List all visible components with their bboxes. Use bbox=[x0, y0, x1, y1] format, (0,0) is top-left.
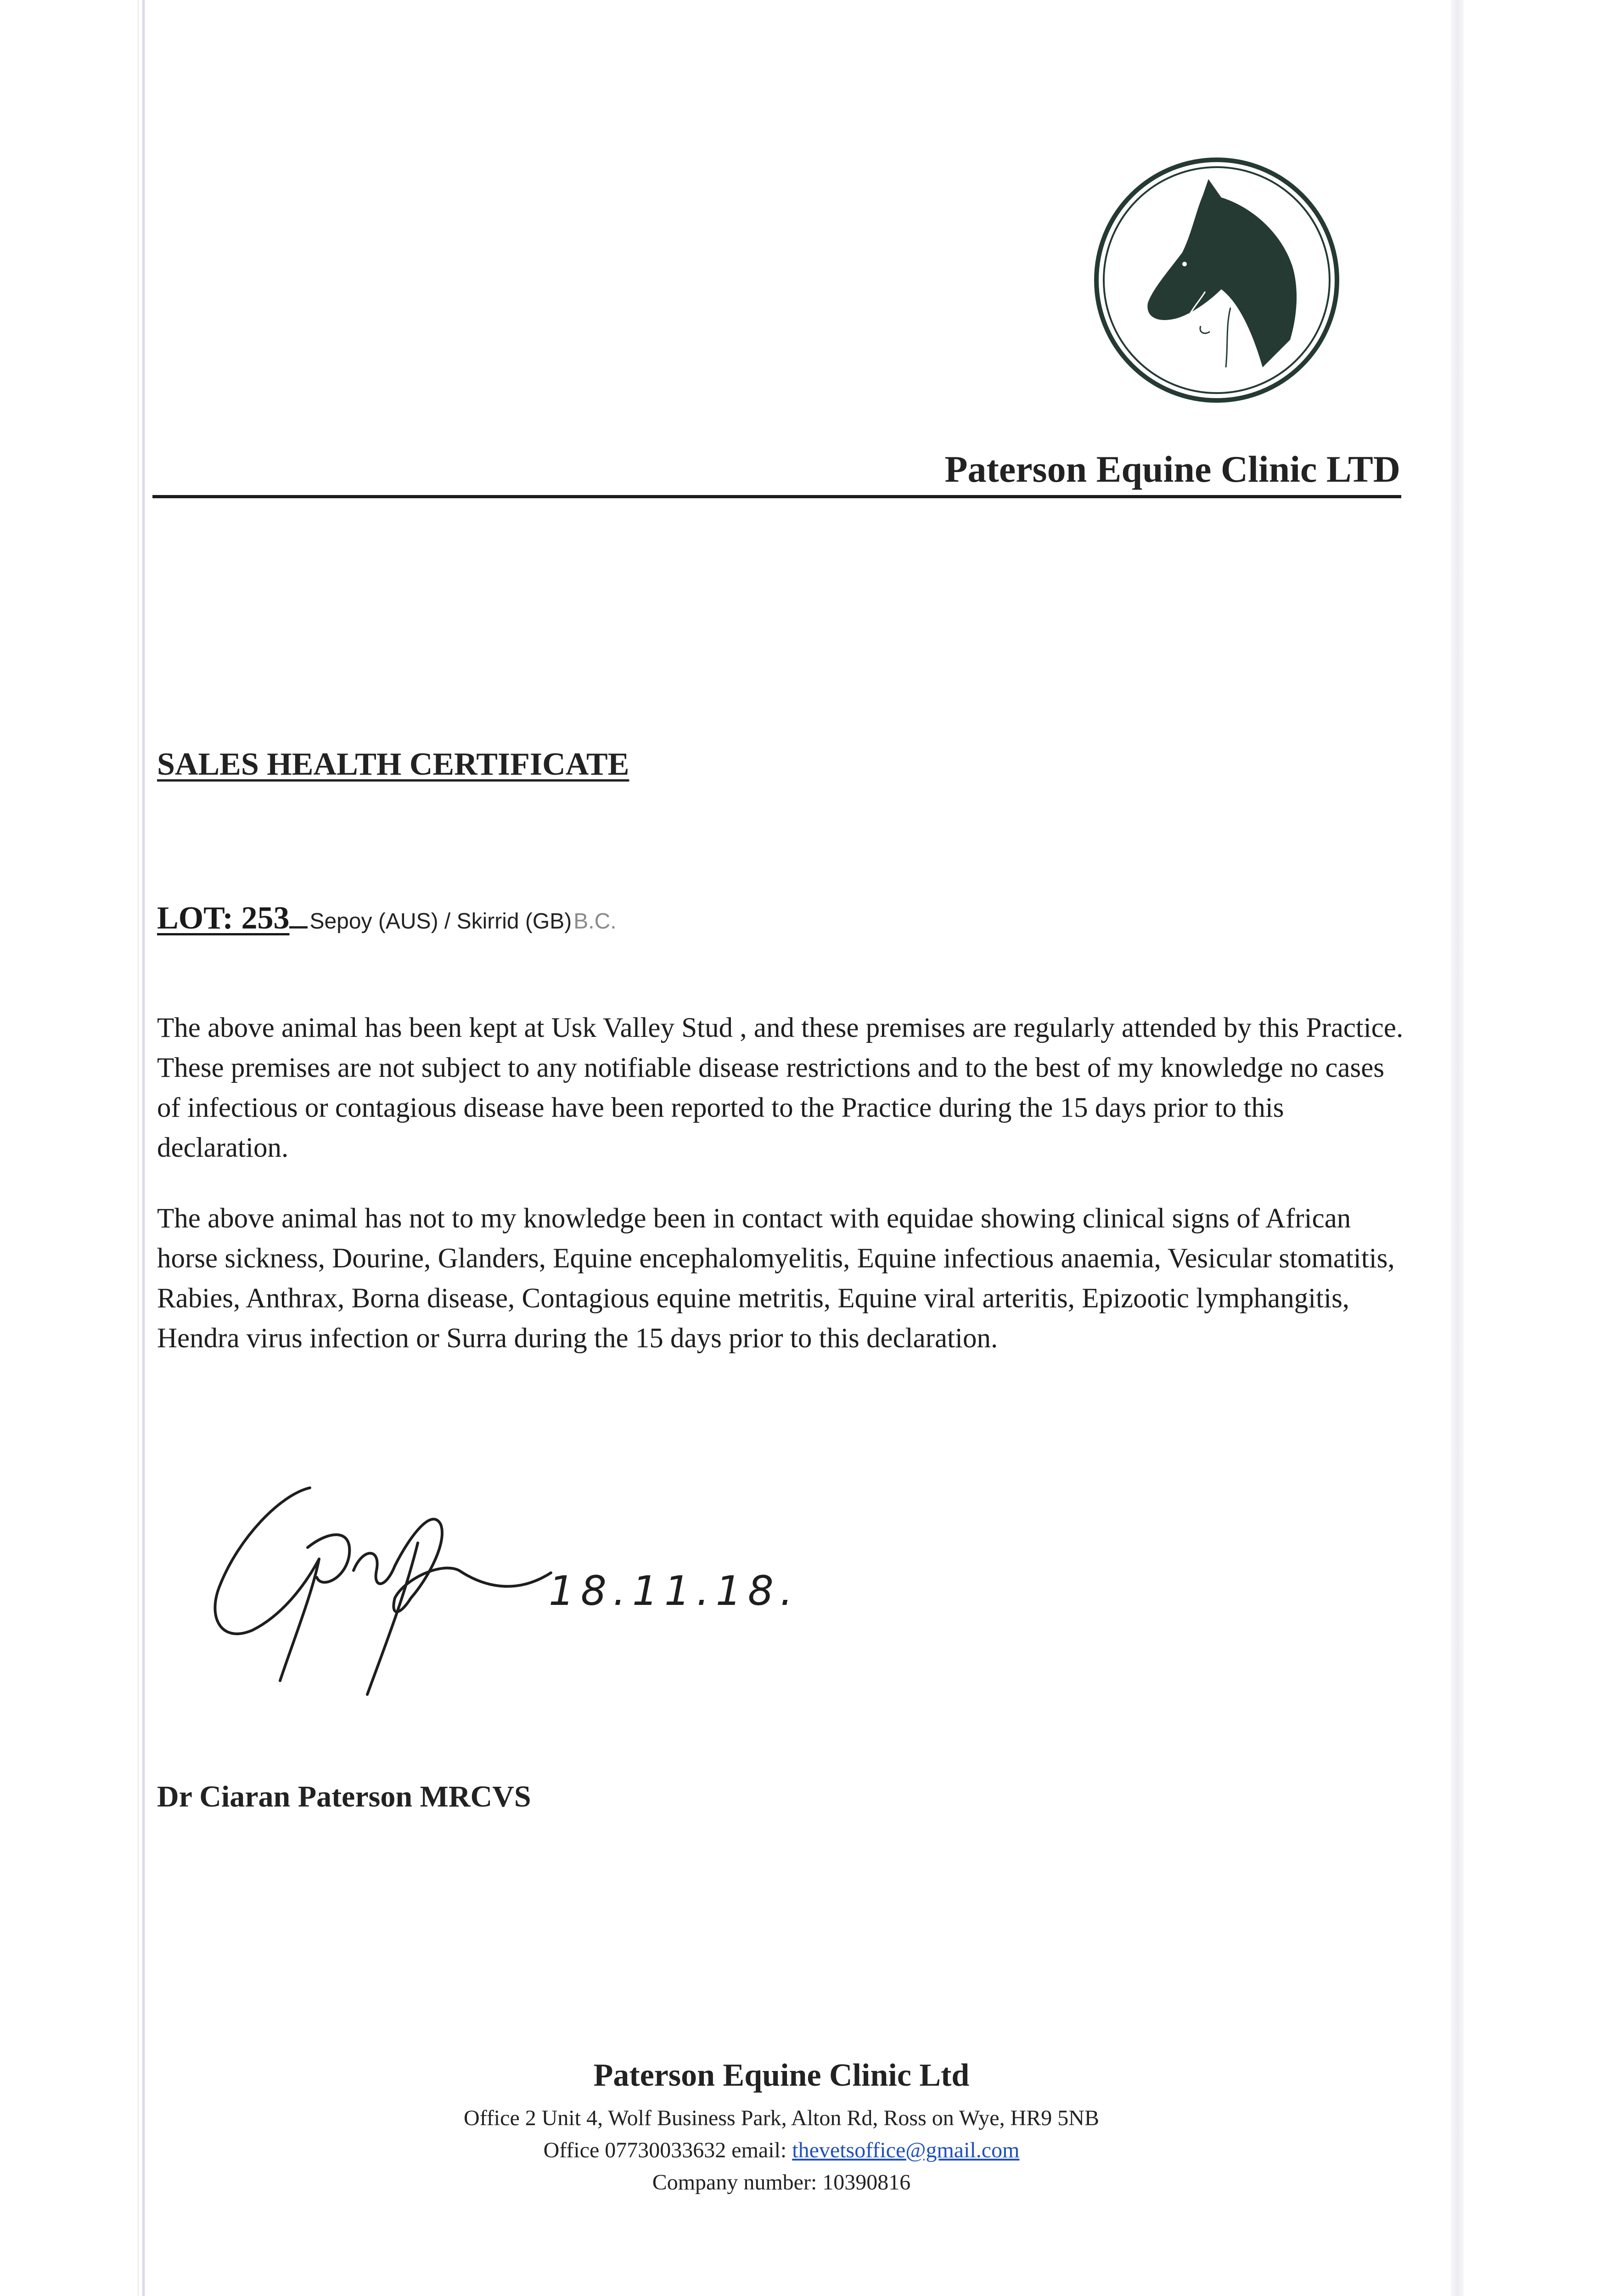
lot-horse-sex: B.C. bbox=[573, 909, 617, 934]
handwritten-signature bbox=[202, 1479, 813, 1717]
letterhead-clinic-name: Paterson Equine Clinic LTD bbox=[944, 448, 1400, 490]
footer-contact bbox=[157, 2138, 1406, 2163]
horse-head-logo-icon bbox=[1088, 152, 1345, 409]
signer-name: Dr Ciaran Paterson MRCVS bbox=[157, 1780, 531, 1813]
lot-label: LOT: 253 bbox=[157, 900, 290, 936]
footer-company-name: Paterson Equine Clinic Ltd bbox=[593, 2058, 970, 2093]
scan-margin-line bbox=[142, 0, 145, 2296]
certificate-title: SALES HEALTH CERTIFICATE bbox=[157, 747, 629, 782]
footer-address: Office 2 Unit 4, Wolf Business Park, Alton Rd, Ross on Wye, HR9 5NB bbox=[464, 2106, 1099, 2130]
lot-line bbox=[157, 900, 617, 937]
letterhead-rule bbox=[152, 495, 1401, 498]
footer-email-link[interactable]: thevetsoffice@gmail.com bbox=[792, 2138, 1020, 2162]
declaration-paragraph-premises: The above animal has been kept at Usk Valley Stud , and these premises are regularly attended by this Practice. These premises are not subject to any notifiable disease restrictions and to the best of my knowledge no cases of infectious or contagious disease have been reported to the Practice during the 15 days prior to this declaration. bbox=[157, 1013, 1404, 1163]
scan-fold-shadow bbox=[1451, 0, 1464, 2296]
signature-date: 18.11.18. bbox=[549, 1567, 799, 1615]
lot-underline bbox=[289, 922, 308, 929]
footer-company-number: Company number: 10390816 bbox=[652, 2170, 911, 2195]
declaration-paragraph-diseases: The above animal has not to my knowledge been in contact with equidae showing clinical signs of African horse sickness, Dourine, Glanders, Equine encephalomyelitis, Equine infectious anaemia, Vesicular stomatitis, Rabies, Anthrax, Borna disease, Contagious equine metritis, Equine viral arteritis, Epizootic lymphangitis, Hendra virus infection or Surra during the 15 days prior to this declaration. bbox=[157, 1203, 1395, 1354]
footer-office-phone: Office 07730033632 email: bbox=[543, 2138, 792, 2162]
lot-horse-pedigree: Sepoy (AUS) / Skirrid (GB) bbox=[309, 909, 572, 934]
scan-edge bbox=[138, 0, 139, 2296]
